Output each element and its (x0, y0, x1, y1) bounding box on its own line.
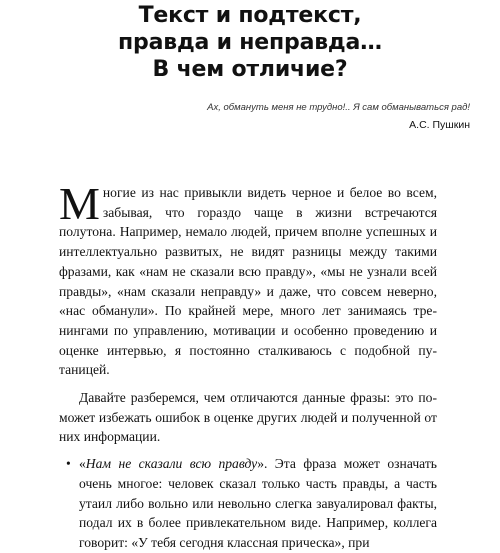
bullet-marker: • (66, 456, 71, 472)
list-item (66, 454, 437, 553)
bullet-list (59, 454, 437, 553)
chapter-title-line-1: Текст и подтекст, (138, 3, 362, 28)
drop-cap: М (59, 178, 100, 229)
paragraph-1-text: ногие из нас привыкли видеть черное и белое во всем, забывая, что гораздо чаще в жизни встречаются полутона. Например, немало людей, причем вполне успешных и интеллектуально развитых, не видят разницы между такими фразами, как «нам не сказали всю правду», «мы не узнали всей правды», «нам сказали неправду» и даже, что совсем неверно, «нас обманули». По крайней мере, много лет занимаясь тренингами по управлению, мотивации и особенно проведению и оценке интервью, я постоянно сталкиваюсь с подобной путаницей. (59, 185, 437, 378)
chapter-title-line-2: правда и неправда… (118, 30, 382, 55)
body-text (59, 178, 437, 553)
epigraph (30, 101, 470, 132)
epigraph-author: А.С. Пушкин (409, 119, 470, 131)
bullet-text: ». Эта фраза может означать очень многое: человек сказал только часть правды, а часть утаил либо вольно или невольно слегка завуалировал факты, подал их в более привлекательном виде. Например, коллега говорит: «У тебя сегодня классная прическа», при (79, 456, 437, 550)
chapter-title-line-3: В чем отличие? (152, 57, 348, 82)
paragraph-1 (59, 178, 437, 380)
bullet-open-quote: « (79, 456, 86, 472)
epigraph-quote: Ах, обмануть меня не трудно!.. Я сам обманываться рад! (207, 102, 470, 113)
paragraph-2: Давайте разберемся, чем отличаются данные фразы: это поможет избежать ошибок в оценке других людей и полученной от них информации. (59, 390, 437, 445)
bullet-emphasis: Нам не сказали всю правду (85, 456, 258, 472)
chapter-title (0, 2, 500, 83)
